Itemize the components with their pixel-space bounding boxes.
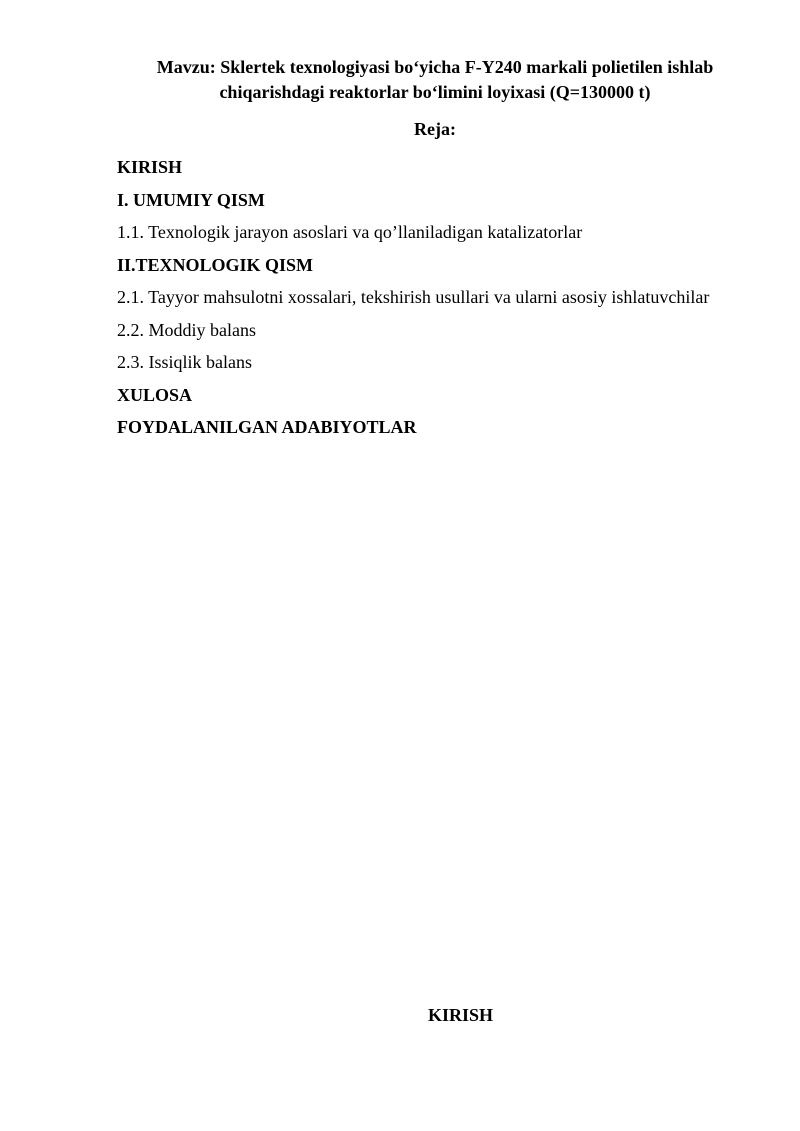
document-title — [120, 55, 750, 105]
section-heading-kirish: KIRISH — [428, 1005, 494, 1025]
title-line-2: chiqarishdagi reaktorlar bo‘limini loyixasi (Q=130000 t) — [219, 82, 651, 102]
table-of-contents — [117, 155, 767, 448]
toc-item-adabiyotlar: FOYDALANILGAN ADABIYOTLAR — [117, 417, 417, 437]
plan-heading: Reja: — [414, 119, 456, 139]
toc-item-2-2: 2.2. Moddiy balans — [117, 319, 256, 340]
toc-item-1-1: 1.1. Texnologik jarayon asoslari va qo’llaniladigan katalizatorlar — [117, 222, 583, 242]
toc-item-2-1: 2.1. Tayyor mahsulotni xossalari, tekshirish usullari va ularni asosiy ishlatuvchilar — [117, 287, 710, 307]
title-line-1: Mavzu: Sklertek texnologiyasi bo‘yicha F-Y240 markali polietilen ishlab — [156, 57, 714, 77]
toc-item-umumiy-qism: I. UMUMIY QISM — [117, 189, 265, 210]
toc-item-texnologik-qism: II.TEXNOLOGIK QISM — [117, 254, 314, 275]
toc-item-kirish: KIRISH — [117, 157, 183, 177]
toc-item-2-3: 2.3. Issiqlik balans — [117, 352, 252, 372]
toc-item-xulosa: XULOSA — [117, 384, 193, 405]
